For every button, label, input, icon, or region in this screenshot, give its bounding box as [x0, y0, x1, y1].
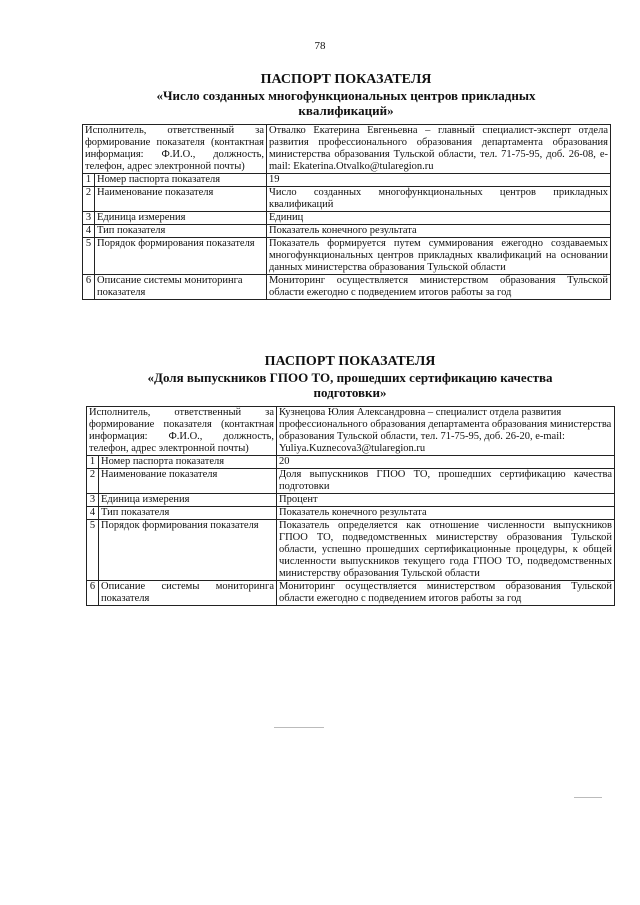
passport-1-subtitle-line1: «Число созданных многофункциональных центров прикладных	[156, 88, 536, 103]
executor-value: Отвалко Екатерина Евгеньевна – главный специалист-эксперт отдела развития профессионального образования департамента образования министерства образования Тульской области, тел. 71-75-95, доб. 26-08, e-mail: Ekaterina.Otvalko@tularegion.ru	[267, 125, 611, 174]
passport-2-subtitle-line2: подготовки»	[313, 385, 387, 400]
table-row	[83, 275, 611, 300]
row-label: Номер паспорта показателя	[99, 456, 277, 469]
row-label: Тип показателя	[95, 225, 267, 238]
row-value: Мониторинг осуществляется министерством образования Тульской области ежегодно с подведением итогов работы за год	[277, 581, 615, 606]
row-number: 2	[83, 187, 95, 212]
passport-1-table	[82, 124, 611, 300]
table-row	[87, 494, 615, 507]
table-row	[83, 125, 611, 174]
scan-mark	[574, 797, 602, 798]
executor-value: Кузнецова Юлия Александровна – специалист отдела развития профессионального образования департамента образования министерства образования Тульской области, тел. 71-75-95, доб. 26-20, e-mail: Yuliya.Kuznecova3@tularegion.ru	[277, 407, 615, 456]
executor-label: Исполнитель, ответственный за формирование показателя (контактная информация: Ф.И.О., должность, телефон, адрес электронной почты)	[83, 125, 267, 174]
table-row	[87, 520, 615, 581]
table-row	[83, 212, 611, 225]
row-label: Номер паспорта показателя	[95, 174, 267, 187]
scan-mark	[274, 727, 324, 728]
row-label: Описание системы мониторинга показателя	[99, 581, 277, 606]
row-number: 5	[87, 520, 99, 581]
table-row	[87, 469, 615, 494]
row-label: Описание системы мониторинга показателя	[95, 275, 267, 300]
table-row	[87, 456, 615, 469]
row-number: 2	[87, 469, 99, 494]
row-value: Процент	[277, 494, 615, 507]
row-label: Порядок формирования показателя	[99, 520, 277, 581]
passport-2-subtitle-line1: «Доля выпускников ГПОО ТО, прошедших сертификацию качества	[147, 370, 553, 385]
row-number: 5	[83, 238, 95, 275]
row-number: 3	[87, 494, 99, 507]
passport-1	[82, 72, 610, 300]
row-value: Число созданных многофункциональных центров прикладных квалификаций	[267, 187, 611, 212]
table-row	[87, 507, 615, 520]
row-value: 19	[267, 174, 611, 187]
row-label: Наименование показателя	[99, 469, 277, 494]
row-value: Мониторинг осуществляется министерством образования Тульской области ежегодно с подведением итогов работы за год	[267, 275, 611, 300]
table-row	[83, 238, 611, 275]
table-row	[83, 187, 611, 212]
row-value: Единиц	[267, 212, 611, 225]
row-label: Порядок формирования показателя	[95, 238, 267, 275]
row-number: 4	[87, 507, 99, 520]
row-value: Показатель формируется путем суммирования ежегодно создаваемых многофункциональных центров прикладных квалификаций на основании данных министерства образования Тульской области	[267, 238, 611, 275]
table-row	[87, 581, 615, 606]
row-number: 1	[87, 456, 99, 469]
row-label: Наименование показателя	[95, 187, 267, 212]
row-value: Показатель конечного результата	[267, 225, 611, 238]
row-number: 6	[83, 275, 95, 300]
row-label: Единица измерения	[95, 212, 267, 225]
passport-1-title: ПАСПОРТ ПОКАЗАТЕЛЯ	[260, 72, 432, 87]
passport-1-subtitle	[82, 88, 610, 118]
row-value: Показатель конечного результата	[277, 507, 615, 520]
row-label: Тип показателя	[99, 507, 277, 520]
row-number: 3	[83, 212, 95, 225]
passport-2-title: ПАСПОРТ ПОКАЗАТЕЛЯ	[264, 354, 436, 369]
row-number: 1	[83, 174, 95, 187]
passport-1-subtitle-line2: квалификаций»	[298, 103, 394, 118]
row-value: 20	[277, 456, 615, 469]
passport-2-table	[86, 406, 615, 606]
table-row	[87, 407, 615, 456]
passport-2-subtitle	[86, 370, 614, 400]
table-row	[83, 225, 611, 238]
table-row	[83, 174, 611, 187]
executor-label: Исполнитель, ответственный за формирование показателя (контактная информация: Ф.И.О., должность, телефон, адрес электронной почты)	[87, 407, 277, 456]
row-value: Доля выпускников ГПОО ТО, прошедших сертификацию качества подготовки	[277, 469, 615, 494]
row-number: 6	[87, 581, 99, 606]
passport-2	[86, 354, 614, 606]
page-number: 78	[314, 40, 326, 52]
row-label: Единица измерения	[99, 494, 277, 507]
row-number: 4	[83, 225, 95, 238]
row-value: Показатель определяется как отношение численности выпускников ГПОО ТО, подведомственных министерству образования Тульской области, успешно прошедших сертификационные процедуры, к общей численности выпускников текущего года ГПОО ТО, подведомственных министерству образования Тульской области	[277, 520, 615, 581]
